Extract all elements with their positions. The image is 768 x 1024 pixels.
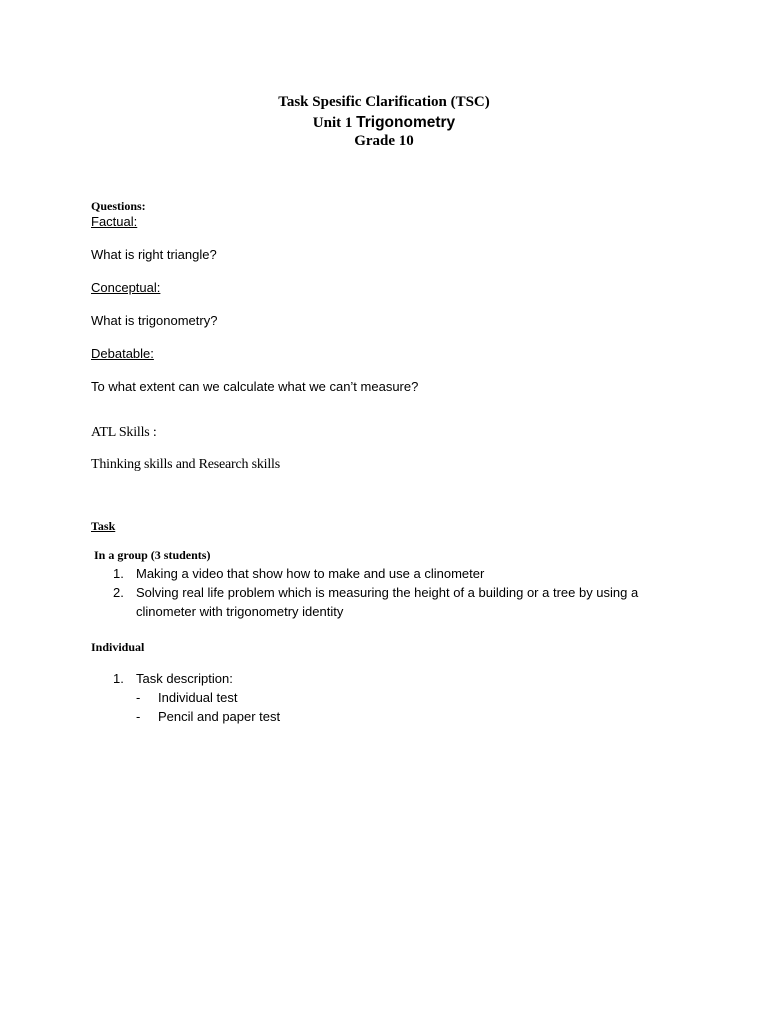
debatable-label: Debatable: <box>91 346 154 361</box>
task-item-2-number: 2. <box>113 585 124 600</box>
atl-value: Thinking skills and Research skills <box>91 457 280 472</box>
individual-item-number: 1. <box>113 671 124 686</box>
atl-label: ATL Skills : <box>91 425 157 440</box>
group-label: In a group (3 students) <box>94 548 211 562</box>
individual-heading: Individual <box>91 640 145 654</box>
questions-heading: Questions: <box>91 199 146 213</box>
task-heading: Task <box>91 519 116 533</box>
task-item-1-number: 1. <box>113 566 124 581</box>
individual-item-text: Task description: <box>136 671 233 686</box>
unit-prefix: Unit 1 <box>312 115 357 131</box>
task-item-2-text-continued: clinometer with trigonometry identity <box>136 604 344 619</box>
factual-question: What is right triangle? <box>91 247 217 262</box>
conceptual-question: What is trigonometry? <box>91 313 218 328</box>
doc-title: Task Spesific Clarification (TSC) <box>278 94 490 110</box>
task-item-2-text: Solving real life problem which is measuring the height of a building or a tree by using a <box>136 585 639 600</box>
sub-item-1-bullet: - <box>136 690 141 705</box>
conceptual-label: Conceptual: <box>91 280 161 295</box>
unit-title <box>0 114 768 132</box>
factual-label: Factual: <box>91 214 138 229</box>
sub-item-2-text: Pencil and paper test <box>158 709 281 724</box>
debatable-question: To what extent can we calculate what we can’t measure? <box>91 379 419 394</box>
sub-item-1-text: Individual test <box>158 690 238 705</box>
unit-topic: Trigonometry <box>356 114 456 131</box>
grade-title: Grade 10 <box>354 133 414 149</box>
task-item-1-text: Making a video that show how to make and use a clinometer <box>136 566 485 581</box>
sub-item-2-bullet: - <box>136 709 141 724</box>
